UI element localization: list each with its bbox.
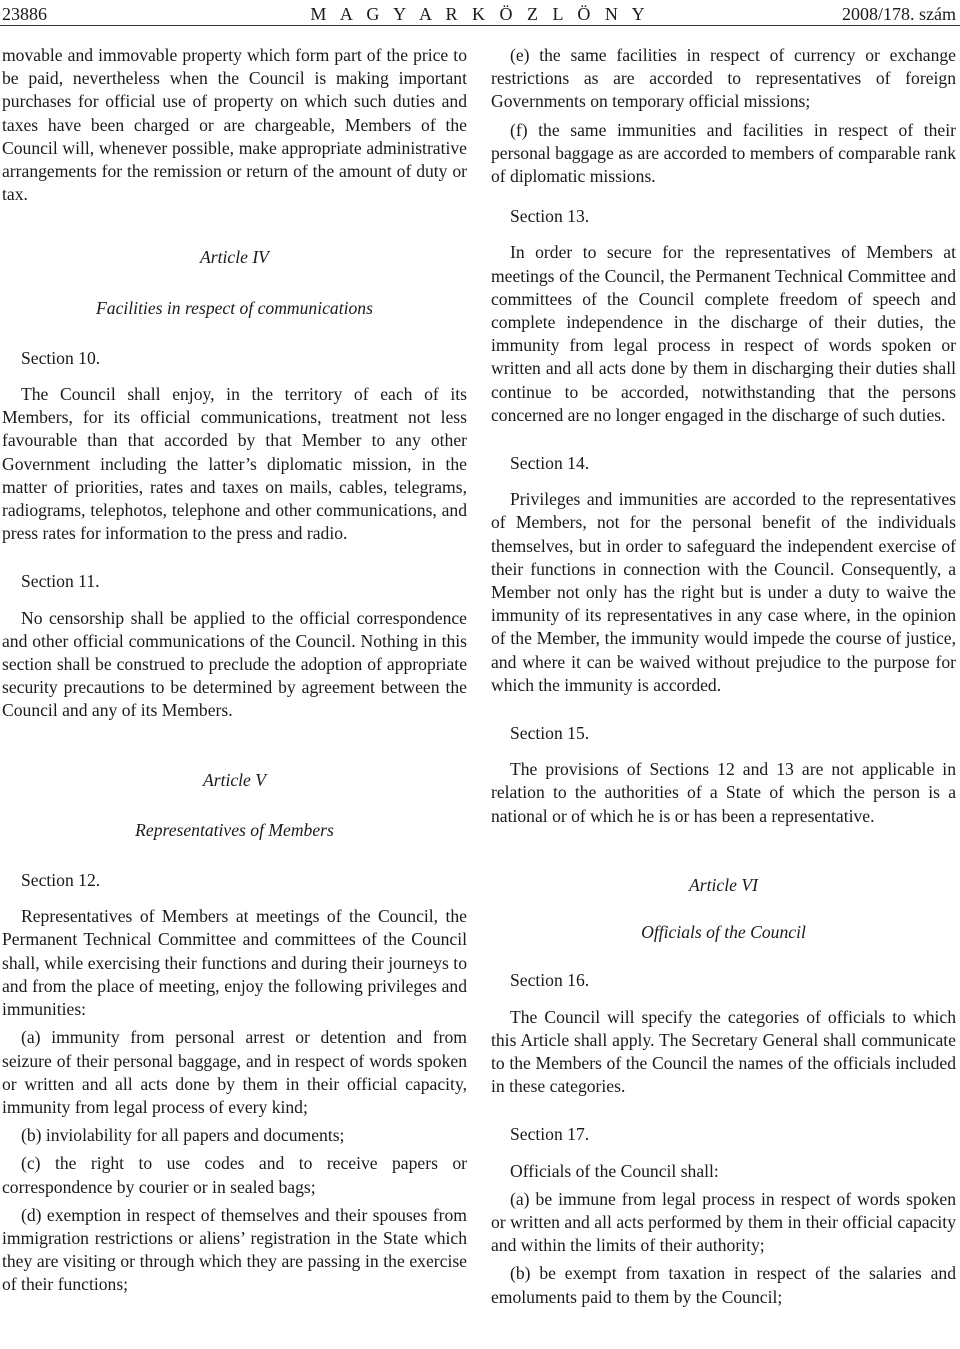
section-17-item-a: (a) be immune from legal process in respect of words spoken or written and all acts performed by them in their official capacity and within the limits of their authority;	[491, 1188, 956, 1256]
section-12-label: Section 12.	[21, 870, 101, 891]
left-column	[2, 44, 467, 1297]
section-11-text: No censorship shall be applied to the official correspondence and other official communications of the Council. Nothing in this section shall be construed to preclude the adoption of appropriate security precautions to be determined by agreement between the Council and any of its Members.	[2, 607, 467, 721]
page-header	[0, 0, 960, 28]
section-12-item-d: (d) exemption in respect of themselves and their spouses from immigration restrictions or aliens’ registration in the State which they are visiting or through which they are passing in the exercise of their functions;	[2, 1204, 467, 1295]
issue-number: 2008/178. szám	[842, 4, 956, 24]
article-v-title: Article V	[202, 769, 267, 790]
section-16-text: The Council will specify the categories of officials to which this Article shall apply. The Secretary General shall communicate to the Members of the Council the names of the officials included in these categories.	[491, 1006, 956, 1097]
article-v-subtitle: Representatives of Members	[135, 819, 334, 840]
section-17-label: Section 17.	[510, 1124, 590, 1145]
section-13-label: Section 13.	[510, 206, 590, 227]
article-iv-title: Article IV	[200, 247, 269, 268]
section-12-item-b: (b) inviolability for all papers and documents;	[21, 1125, 345, 1146]
article-vi-subtitle: Officials of the Council	[641, 922, 806, 943]
article-iv-subtitle: Facilities in respect of communications	[96, 297, 373, 318]
section-11-label: Section 11.	[21, 571, 100, 592]
section-12-item-c: (c) the right to use codes and to receive papers or correspondence by courier or in sealed bags;	[2, 1153, 467, 1197]
article-vi-title: Article VI	[689, 874, 758, 895]
section-15-text: The provisions of Sections 12 and 13 are not applicable in relation to the authorities of a State of which the person is a national or of which he is or has been a representative.	[491, 759, 956, 826]
page-number: 23886	[2, 4, 47, 24]
section-16-label: Section 16.	[510, 970, 590, 991]
section-12-item-a: (a) immunity from personal arrest or detention and from seizure of their personal baggage, and in respect of words spoken or written and all acts done by them in their official capacity, immunity from legal process of every kind;	[2, 1027, 467, 1117]
header-rule	[0, 25, 960, 26]
section-12-item-f: (f) the same immunities and facilities in respect of their personal baggage as are accorded to members of comparable rank of diplomatic missions.	[491, 119, 956, 187]
right-column	[491, 44, 956, 1309]
paragraph-intro: movable and immovable property which form part of the price to be paid, nevertheless when the Council is making important purchases for official use of property on which such duties and taxes have been charged or are chargeable, Members of the Council will, whenever possible, make appropriate administrative arrangements for the remission or return of the amount of duty or tax.	[2, 45, 467, 205]
section-10-label: Section 10.	[21, 347, 101, 368]
section-14-label: Section 14.	[510, 453, 590, 474]
section-17-item-b: (b) be exempt from taxation in respect of the salaries and emoluments paid to them by the Council;	[491, 1263, 956, 1307]
section-13-text: In order to secure for the representatives of Members at meetings of the Council, the Permanent Technical Committee and committees of the Council complete freedom of speech and complete independence in the discharge of their duties, the immunity from legal process in respect of words spoken or written and all acts done by them in discharging their duties shall continue to be accorded, notwithstanding that the persons concerned are no longer engaged in the discharge of such duties.	[491, 242, 956, 425]
section-10-text: The Council shall enjoy, in the territory of each of its Members, for its official communications, treatment not less favourable than that accorded by that Member to any other Government including the latter’s diplomatic mission, in the matter of priorities, rates and taxes on mails, cables, telegrams, radiograms, telephotos, telephone and other communications, and press rates for information to the press and radio.	[2, 384, 467, 544]
section-12-item-e: (e) the same facilities in respect of currency or exchange restrictions as are accorded to representatives of foreign Governments on temporary official missions;	[491, 45, 956, 112]
section-12-text: Representatives of Members at meetings of the Council, the Permanent Technical Committee and committees of the Council shall, while exercising their functions and during their journeys to and from the place of meeting, enjoy the following privileges and immunities:	[2, 906, 467, 1020]
section-14-text: Privileges and immunities are accorded to the representatives of Members, not for the personal benefit of the individuals themselves, but in order to safeguard the independent exercise of their functions in connection with the Council. Consequently, a Member not only has the right but is under a duty to waive the immunity of its representatives in any case where, in the opinion of the Member, the immunity would impede the course of justice, and where it can be waived without prejudice to the purpose for which the immunity is accorded.	[491, 489, 956, 695]
section-15-label: Section 15.	[510, 723, 590, 744]
section-17-text: Officials of the Council shall:	[510, 1160, 719, 1181]
publication-title: M A G Y A R K Ö Z L Ö N Y	[310, 4, 650, 24]
